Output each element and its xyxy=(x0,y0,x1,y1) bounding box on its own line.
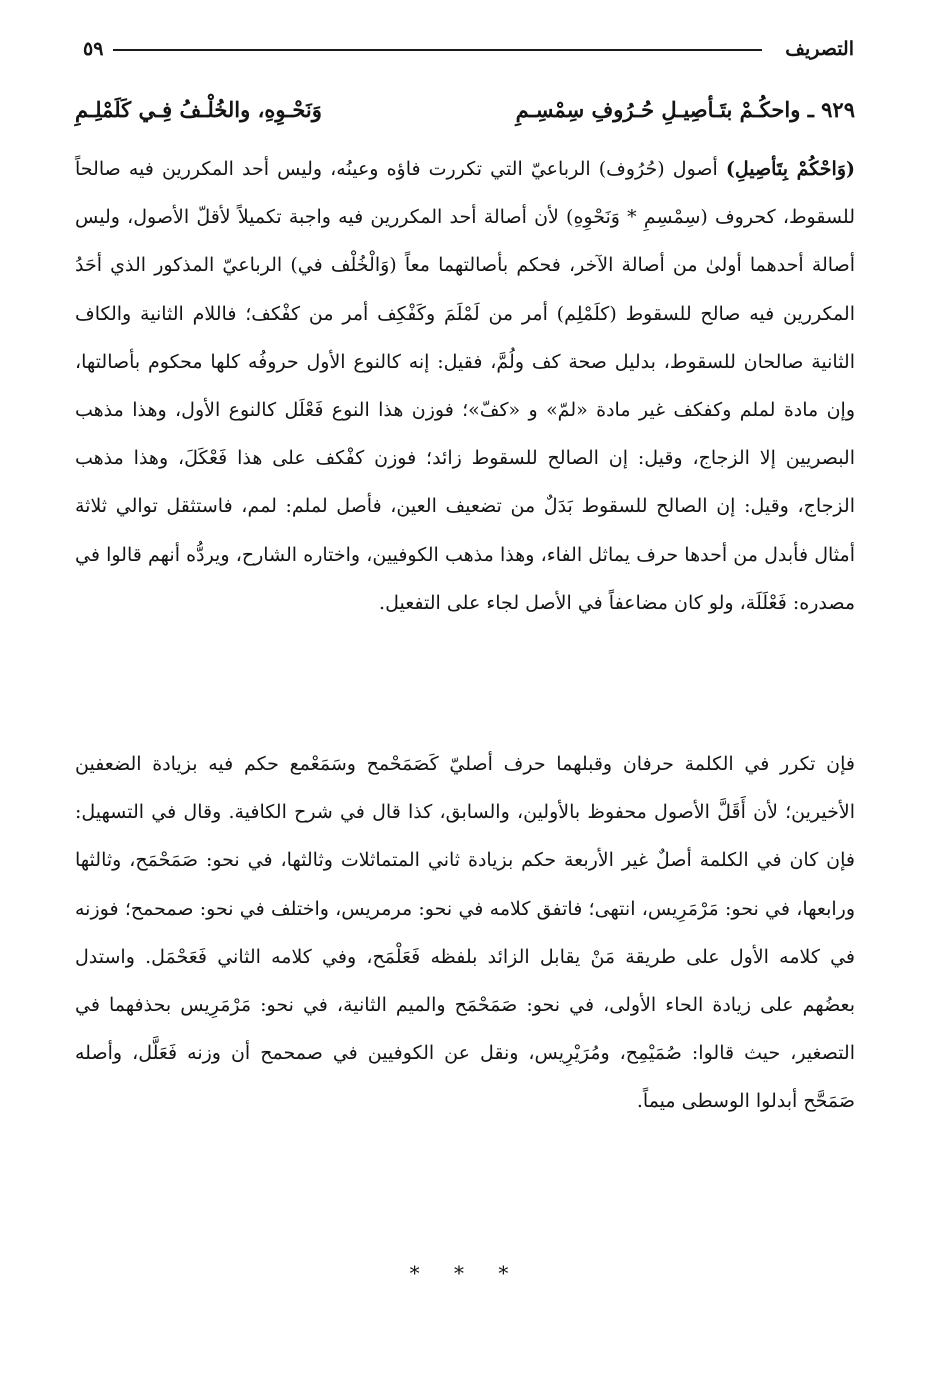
commentary-text: أصول (حُرُوف) الرباعيّ التي تكررت فاؤه وعينُه، وليس أحد المكررين فيه صالحاً للسقوط، كحروف (سِمْسِمِ * وَنَحْوِهِ) لأن أصالة أحد المكررين فيه واجبة تكميلاً لأقلّ الأصول، وليس أصالة أحدهما أولىٰ من أصالة الآخر، فحكم بأصالتهما معاً (وَالْخُلْف في) الرباعيّ المذكور الذي أحَدُ المكررين فيه صالح للسقوط (كلَمْلِم) أمر من لَمْلَمَ وكَفْكِف أمر من كفْكف؛ فاللام الثانية والكاف الثانية صالحان للسقوط، بدليل صحة كف ولُمَّ، فقيل: إنه كالنوع الأول حروفُه كلها محكوم بأصالتها، وإن مادة لملم وكفكف غير مادة «لمّ» و «كفّ»؛ فوزن هذا النوع فَعْلَل كالنوع الأول، وهذا مذهب البصريين إلا الزجاج، وقيل: إن الصالح للسقوط زائد؛ فوزن كفْكف على هذا فَعْكَلَ، وهذا مذهب الزجاج، وقيل: إن الصالح للسقوط بَدَلٌ من تضعيف العين، فأصل لملم: لمم، فاستثقل توالي ثلاثة أمثال فأبدل من أحدها حرف يماثل الفاء، وهذا مذهب الكوفيين، واختاره الشارح، ويردُّه أنهم قالوا في مصدره: فَعْلَلَة، ولو كان مضاعفاً في الأصل لجاء على التفعيل. xyxy=(75,158,855,614)
running-title: التصريف xyxy=(785,38,854,60)
commentary-lead-phrase: (وَاحْكُمْ بِتَأصِيلِ) xyxy=(725,158,855,180)
running-head xyxy=(75,28,854,68)
verse-first-hemistich xyxy=(516,85,855,135)
page-number: ٥٩ xyxy=(83,38,104,60)
first-hemistich-text: واحكُـمْ بتَـأصِيـلِ حُـرُوفِ سِمْسِـمِ xyxy=(515,97,801,122)
verse-line xyxy=(75,85,855,137)
commentary-paragraph xyxy=(75,145,855,627)
verse-second-hemistich: وَنَحْـوِهِ، والخُلْـفُ فِـي كَلَمْلِـمِ xyxy=(75,97,322,122)
section-end-ornament: * * * xyxy=(409,1261,523,1285)
second-paragraph: فإن تكرر في الكلمة حرفان وقبلهما حرف أصليّ كَصَمَحْمح وسَمَعْمع حكم فيه بزيادة الضعفين الأخيرين؛ لأن أَقَلَّ الأصول محفوظ بالأولين، والسابق، كذا قال في شرح الكافية. وقال في التسهيل: فإن كان في الكلمة أصلٌ غير الأربعة حكم بزيادة ثاني المتماثلات وثالثها، في نحو: صَمَحْمَح، وثالثها ورابعها، في نحو: مَرْمَرِيس، انتهى؛ فاتفق كلامه في نحو: مرمريس، واختلف في نحو: صمحمح؛ فوزنه في كلامه الأول على طريقة مَنْ يقابل الزائد بلفظه فَعَلْمَح، وفي كلامه الثاني فَعَحْمَل. واستدل بعضُهم على زيادة الحاء الأولى، في نحو: صَمَحْمَح والميم الثانية، في نحو: مَرْمَرِيس بحذفهما في التصغير، حيث قالوا: صُمَيْمِح، ومُرَيْرِيس، ونقل عن الكوفيين في صمحمح أن وزنه فَعَلَّل، وأصله صَمَحَّح أبدلوا الوسطى ميماً. xyxy=(75,753,855,1113)
verse-number: ٩٢٩ ـ xyxy=(807,97,855,122)
header-rule xyxy=(113,49,762,51)
